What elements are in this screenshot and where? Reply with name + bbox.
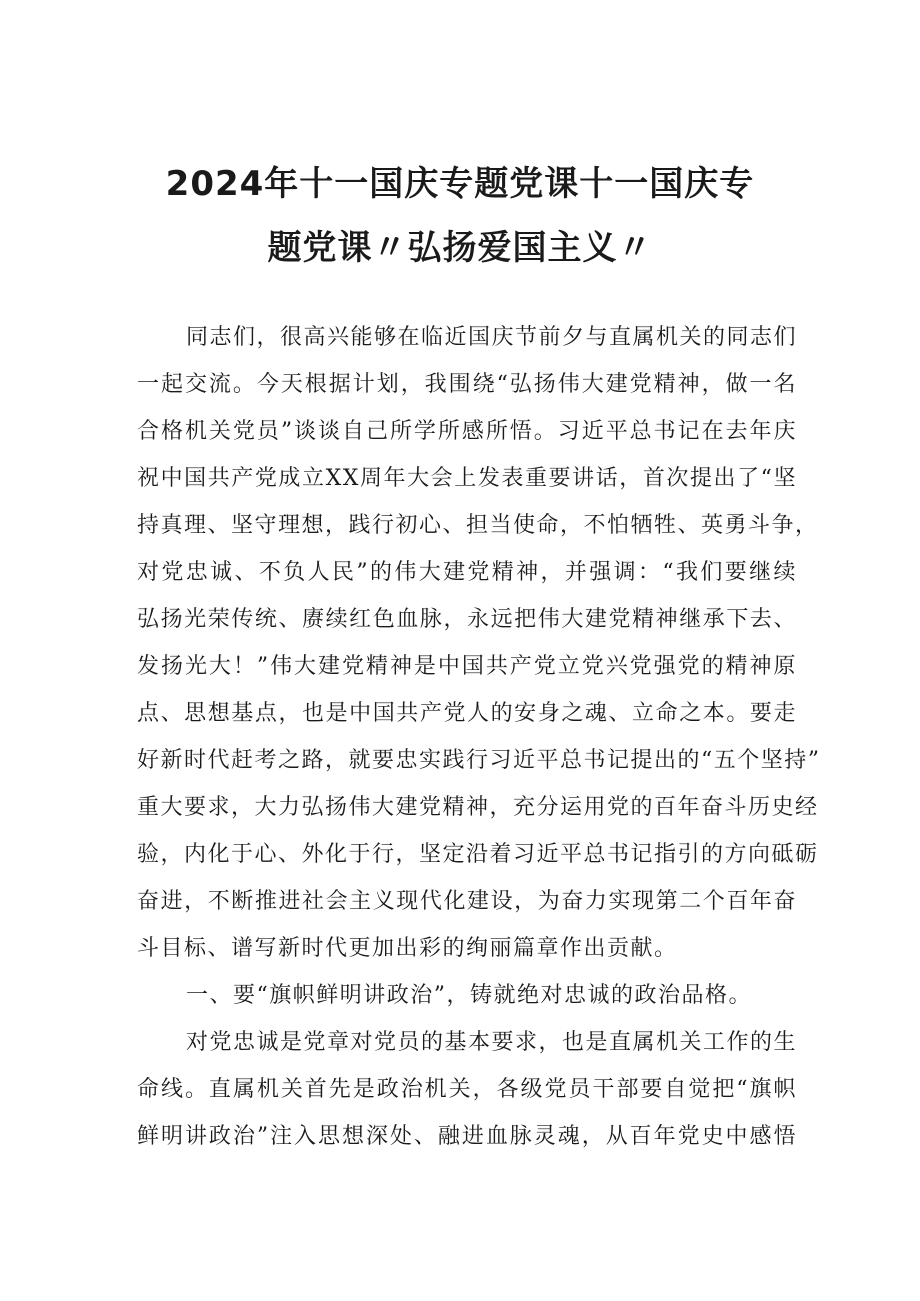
paragraph-line: 命线。直属机关首先是政治机关，各级党员干部要自觉把“旗帜 [137,1077,797,1102]
paragraph-line: 合格机关党员”谈谈自己所学所感所悟。习近平总书记在去年庆 [137,419,797,444]
paragraph-line: 持真理、坚守理想，践行初心、担当使命，不怕牺牲、英勇斗争， [137,513,819,538]
paragraph-line: 对党忠诚、不负人民”的伟大建党精神，并强调：“我们要继续 [137,560,797,585]
paragraph-line: 弘扬光荣传统、赓续红色血脉，永远把伟大建党精神继承下去、 [137,607,797,632]
paragraph-line: 同志们，很高兴能够在临近国庆节前夕与直属机关的同志们 [186,325,798,350]
section-heading: 一、要“旗帜鲜明讲政治”，铸就绝对忠诚的政治品格。 [186,983,752,1008]
paragraph-line: 斗目标、谱写新时代更加出彩的绚丽篇章作出贡献。 [137,936,678,961]
paragraph-line: 一起交流。今天根据计划，我围绕“弘扬伟大建党精神，做一名 [137,372,797,397]
paragraph-line: 发扬光大！”伟大建党精神是中国共产党立党兴党强党的精神原 [137,654,797,679]
paragraph-line: 鲜明讲政治”注入思想深处、融进血脉灵魂，从百年党史中感悟 [137,1124,797,1149]
paragraph-line: 奋进，不断推进社会主义现代化建设，为奋力实现第二个百年奋 [137,889,797,914]
paragraph-line: 验，内化于心、外化于行，坚定沿着习近平总书记指引的方向砥砺 [137,842,819,867]
document-title-line-2: 题党课〃弘扬爱国主义〃 [267,228,653,268]
paragraph-line: 点、思想基点，也是中国共产党人的安身之魂、立命之本。要走 [137,701,797,726]
paragraph-line: 祝中国共产党成立XX周年大会上发表重要讲话，首次提出了“坚 [137,466,797,491]
paragraph-line: 对党忠诚是党章对党员的基本要求，也是直属机关工作的生 [186,1030,798,1055]
paragraph-line: 重大要求，大力弘扬伟大建党精神，充分运用党的百年奋斗历史经 [137,795,819,820]
document-title-line-1: 2024年十一国庆专题党课十一国庆专 [165,164,755,204]
paragraph-line: 好新时代赶考之路，就要忠实践行习近平总书记提出的“五个坚持” [137,748,821,773]
